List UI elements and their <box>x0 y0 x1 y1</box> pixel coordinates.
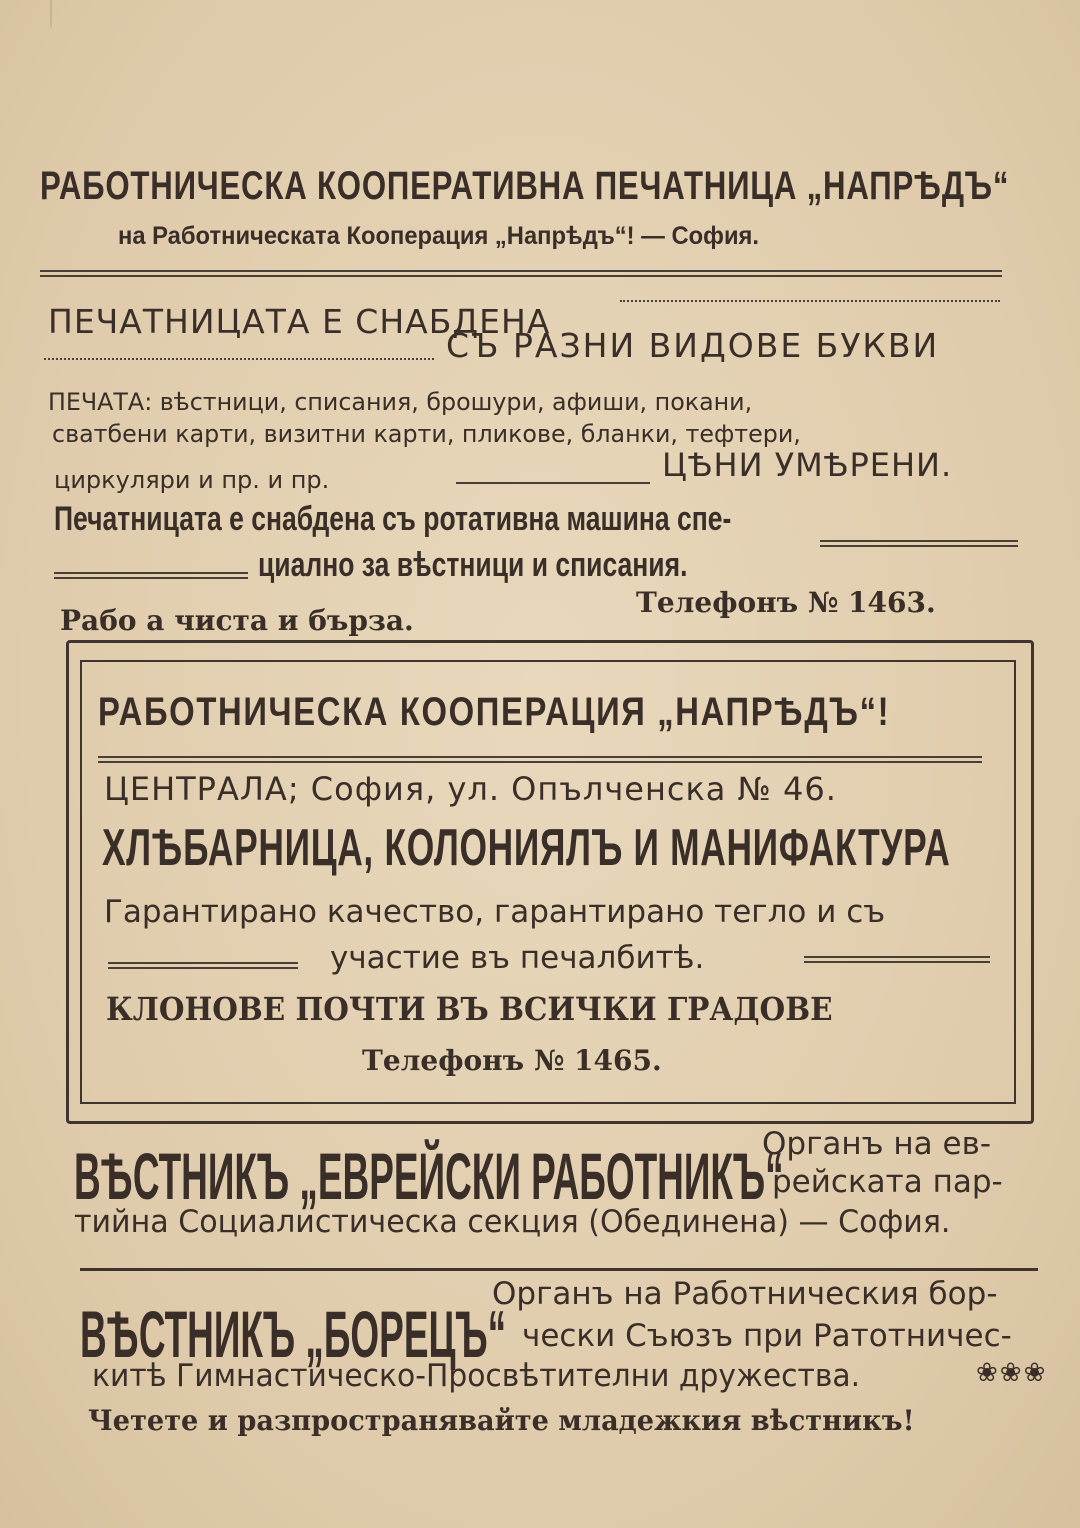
press-subtitle: на Работническата Кооперация „Напрѣдъ“! — София. <box>118 222 759 250</box>
press-equipped-line2: СЪ РАЗНИ ВИДОВЕ БУКВИ <box>446 326 940 365</box>
press-rotary-rule-right <box>820 540 1018 547</box>
jewish-worker-desc-line2: рейската пар- <box>772 1164 1003 1200</box>
jewish-worker-name: ВѢСТНИКЪ „ЕВРЕЙСКИ РАБОТНИКЪ“ <box>74 1139 784 1213</box>
coop-phone: Телефонъ № 1465. <box>362 1044 662 1077</box>
press-prints-line3: циркуляри и пр. и пр. <box>54 466 330 494</box>
coop-quality-line1: Гарантирано качество, гарантирано тегло и съ <box>104 894 886 930</box>
press-equipped-rule-b <box>44 358 434 360</box>
press-phone: Телефонъ № 1463. <box>636 586 936 619</box>
jewish-worker-desc-line3: тийна Социалистическа секция (Обединена) — София. <box>74 1204 951 1240</box>
press-prints-line2: сватбени карти, визитни карти, пликове, бланки, тефтери, <box>52 420 801 448</box>
coop-title-rule <box>98 756 982 763</box>
press-top-rule <box>40 270 1002 277</box>
coop-quality-rule-right <box>804 956 990 963</box>
press-title: РАБОТНИЧЕСКА КООПЕРАТИВНА ПЕЧАТНИЦА „НАПРѢДЪ“ <box>40 164 1010 208</box>
press-work: Рабо а чиста и бърза. <box>60 604 414 637</box>
borets-name: ВѢСТНИКЪ „БОРЕЦЪ“ <box>80 1297 507 1371</box>
borets-desc-line1: Органъ на Работническия бор- <box>492 1276 998 1312</box>
coop-quality-line2: участие въ печалбитѣ. <box>330 940 705 976</box>
coop-quality-rule-left <box>108 962 298 969</box>
press-prices-rule <box>456 482 650 484</box>
press-rotary-rule-left <box>54 572 248 579</box>
coop-branches: КЛОНОВЕ ПОЧТИ ВЪ ВСИЧКИ ГРАДОВЕ <box>106 990 833 1028</box>
borets-desc-line2: чески Съюзъ при Ратотничес- <box>522 1318 1012 1354</box>
press-prices: ЦѢНИ УМѢРЕНИ. <box>662 446 953 484</box>
press-prints-line1: ПЕЧАТА: вѣстници, списания, брошури, афиши, покани, <box>48 388 753 416</box>
coop-title: РАБОТНИЧЕСКА КООПЕРАЦИЯ „НАПРѢДЪ“! <box>98 690 891 734</box>
coop-goods: ХЛѢБАРНИЦА, КОЛОНИЯЛЪ И МАНИФАКТУРА <box>102 819 951 877</box>
page-corner-fold <box>0 0 52 70</box>
borets-ornament: ❀❀❀ <box>976 1358 1048 1388</box>
jewish-worker-desc-line1: Органъ на ев- <box>762 1126 992 1162</box>
separator-rule <box>80 1268 1038 1271</box>
press-equipped-line1: ПЕЧАТНИЦАТА Е СНАБДЕНА <box>48 302 551 341</box>
borets-desc-line3: китѣ Гимнастическо-Просвѣтителни дружества. <box>92 1358 861 1394</box>
coop-central: ЦЕНТРАЛА; София, ул. Опълченска № 46. <box>104 770 837 808</box>
press-rotary-line1: Печатницата е снабдена съ ротативна машина спе- <box>54 500 732 538</box>
press-equipped-rule-a <box>620 300 1000 302</box>
borets-call: Четете и разпространявайте младежкия вѣстникъ! <box>88 1404 915 1437</box>
press-rotary-line2: циално за вѣстници и списания. <box>258 546 688 584</box>
